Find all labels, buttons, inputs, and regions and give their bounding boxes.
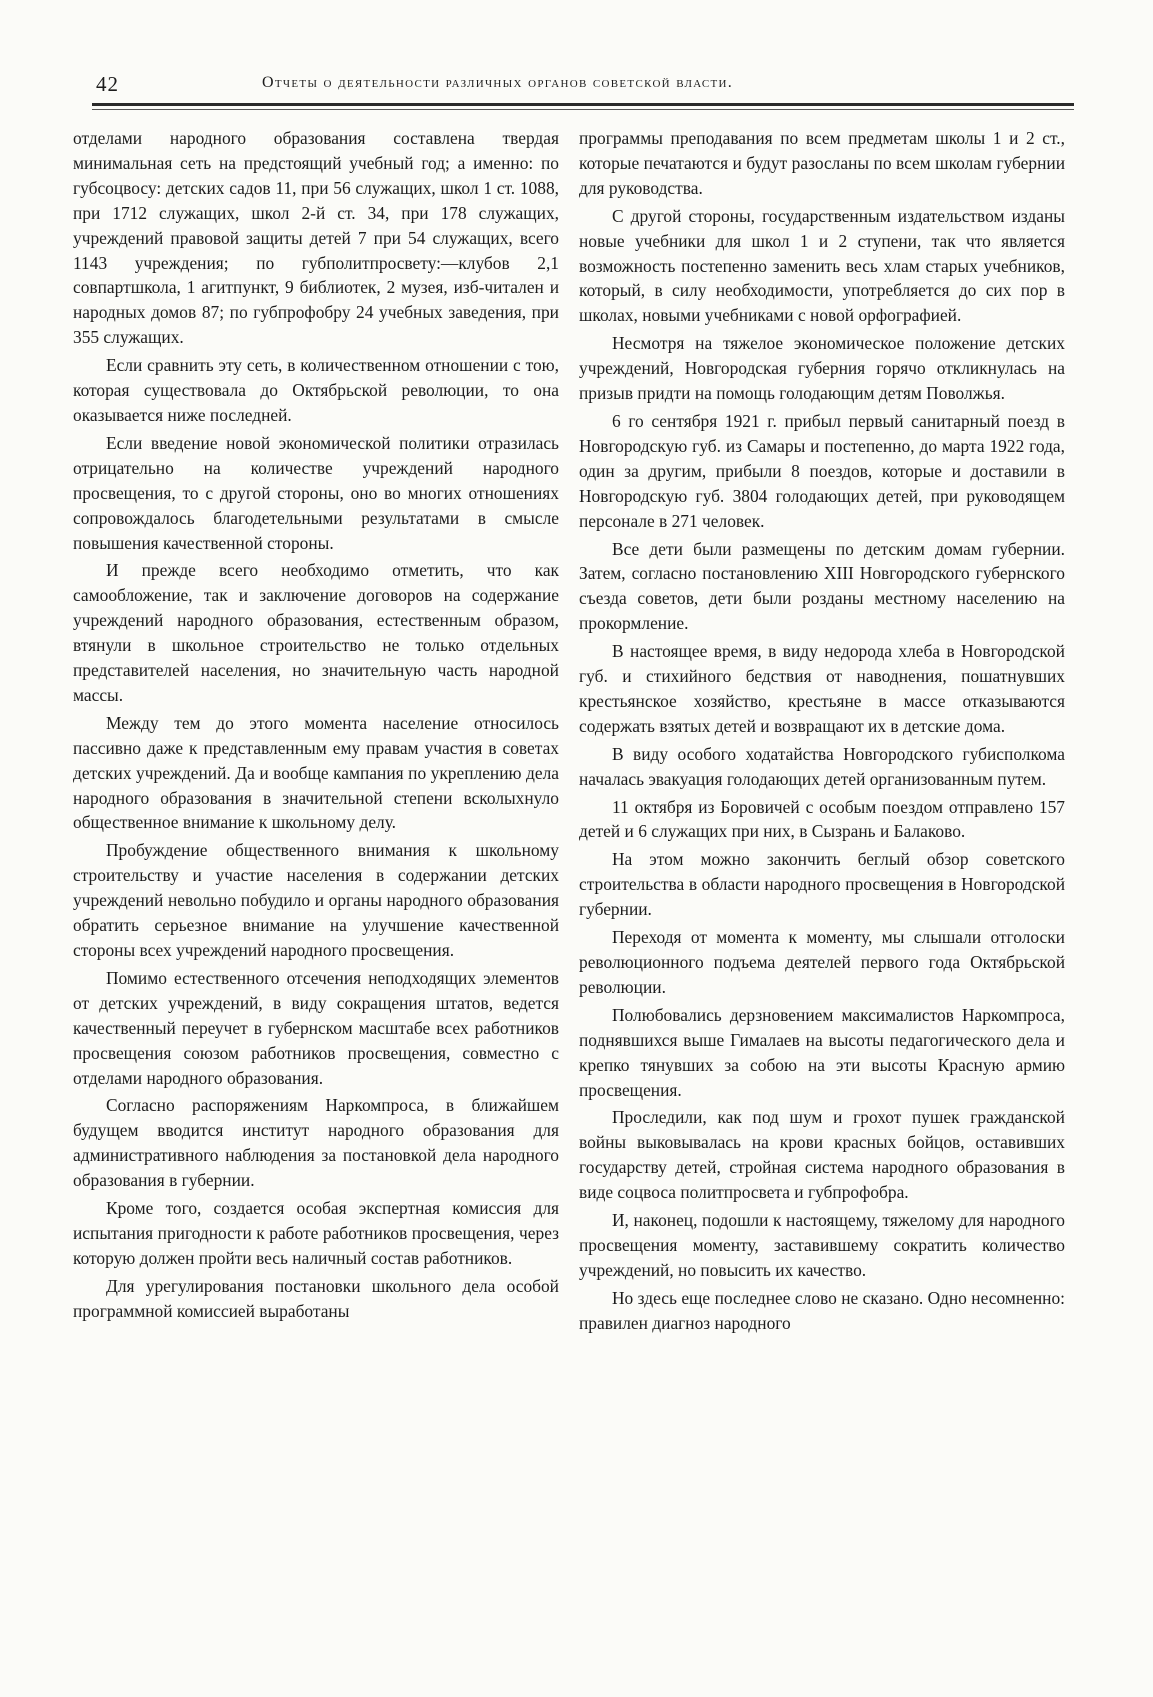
paragraph: Полюбовались дерзновением максималистов Наркомпроса, поднявшихся выше Гималаев на высоты педагогического дела и крепко тянувших за собою на эти высоты Красную армию просвещения. (579, 1004, 1065, 1100)
paragraph: И, наконец, подошли к настоящему, тяжелому для народного просвещения моменту, заставившему сократить количество учреждений, но повысить их качество. (579, 1210, 1065, 1280)
paragraph: Пробуждение общественного внимания к школьному строительству и участие населения в содержании детских учреждений невольно побудило и органы народного образования обратить серьезное внимание на улучшение качественной стороны всех учреждений народного просвещения. (73, 840, 559, 960)
paragraph: Все дети были размещены по детским домам губернии. Затем, согласно постановлению XIII Новгородского губернского съезда советов, дети были розданы местному населению на прокормление. (579, 538, 1065, 634)
header-rule-thin (92, 109, 1074, 110)
paragraph: Несмотря на тяжелое экономическое положение детских учреждений, Новгородская губерния горячо откликнулась на призыв придти на помощь голодающим детям Поволжья. (579, 333, 1065, 404)
paragraph: В настоящее время, в виду недорода хлеба в Новгородской губ. и стихийного бедствия от наводнения, пошатнувших крестьянское хозяйство, крестьяне в массе отказываются содержать взятых детей и возвращают их в детские дома. (579, 641, 1065, 736)
paragraph: Переходя от момента к моменту, мы слышали отголоски революционного подъема деятелей первого года Октябрьской революции. (579, 927, 1065, 997)
paragraph: И прежде всего необходимо отметить, что как самообложение, так и заключение договоров на содержание учреждений народного образования, естественным образом, втянули в школьное строительство не только отдельных представителей населения, но значительную часть народной массы. (73, 560, 559, 705)
left-column (73, 126, 559, 1327)
paragraph: Но здесь еще последнее слово не сказано. Одно несомненно: правилен диагноз народного (579, 1287, 1065, 1333)
paragraph: отделами народного образования составлена твердая минимальная сеть на предстоящий учебный год; а именно: по губсоцвосу: детских садов 11, при 56 служащих, школ 1 ст. 1088, при 1712 служащих, школ 2-й ст. 34, при 178 служащих, учреждений правовой защиты детей 7 при 54 служащих, всего 1143 учреждения; по губполитпросвету:—клубов 2,1 совпартшкола, 1 агитпункт, 9 библиотек, 2 музея, изб-читален и народных домов 87; по губпрофобру 24 учебных заведения, при 355 служащих. (73, 128, 559, 348)
paragraph: Если введение новой экономической политики отразилась отрицательно на количестве учреждений народного просвещения, то с другой стороны, оно во многих отношениях сопровождалось благодетельными результатами в смысле повышения качественной стороны. (73, 432, 559, 553)
paragraph: В виду особого ходатайства Новгородского губисполкома началась эвакуация голодающих детей организованным путем. (579, 743, 1065, 789)
paragraph: 11 октября из Боровичей с особым поездом отправлено 157 детей и 6 служащих при них, в Сызрань и Балаково. (579, 796, 1065, 842)
paragraph: Между тем до этого момента население относилось пассивно даже к представленным ему правам участия в советах детских учреждений. Да и вообще кампания по укреплению дела народного образования в значительной степени всколыхнуло общественное внимание к школьному делу. (73, 712, 559, 833)
paragraph: С другой стороны, государственным издательством изданы новые учебники для школ 1 и 2 ступени, так что является возможность постепенно заменить весь хлам старых учебников, который, в силу необходимости, употребляется до сих пор в школах, новыми учебниками с новой орфографией. (579, 205, 1065, 326)
paragraph: На этом можно закончить беглый обзор советского строительства в области народного просвещения в Новгородской губернии. (579, 849, 1065, 920)
paragraph: 6 го сентября 1921 г. прибыл первый санитарный поезд в Новгородскую губ. из Самары и постепенно, до марта 1922 года, один за другим, прибыли 8 поездов, которые и доставили в Новгородскую губ. 3804 голодающих детей, при руководящем персонале в 271 человек. (579, 410, 1065, 531)
page-number: 42 (96, 72, 119, 96)
header-rule-thick (92, 103, 1074, 106)
paragraph: Проследили, как под шум и грохот пушек гражданской войны выковывалась на крови красных бойцов, оставивших государству детей, стройная система народного образования в виде соцвоса политпросвета и губпрофобра. (579, 1107, 1065, 1203)
paragraph: Помимо естественного отсечения неподходящих элементов от детских учреждений, в виду сокращения штатов, ведется качественный переучет в губернском масштабе всех работников просвещения союзом работников просвещения, совместно с отделами народного образования. (73, 967, 559, 1088)
paragraph: Если сравнить эту сеть, в количественном отношении с тою, которая существовала до Октябрьской революции, то она оказывается ниже последней. (73, 355, 559, 425)
paragraph: Согласно распоряжениям Наркомпроса, в ближайшем будущем вводится институт народного образования для административного наблюдения за постановкой дела народного образования в губернии. (73, 1095, 559, 1191)
paragraph: программы преподавания по всем предметам школы 1 и 2 ст., которые печатаются и будут разосланы по всем школам губернии для руководства. (579, 128, 1065, 198)
right-column (579, 126, 1065, 1339)
paragraph: Кроме того, создается особая экспертная комиссия для испытания пригодности к работе работников просвещения, через которую должен пройти весь наличный состав работников. (73, 1198, 559, 1268)
paragraph: Для урегулирования постановки школьного дела особой программной комиссией выработаны (73, 1275, 559, 1321)
running-head: Отчеты о деятельности различных органов советской власти. (262, 74, 734, 91)
